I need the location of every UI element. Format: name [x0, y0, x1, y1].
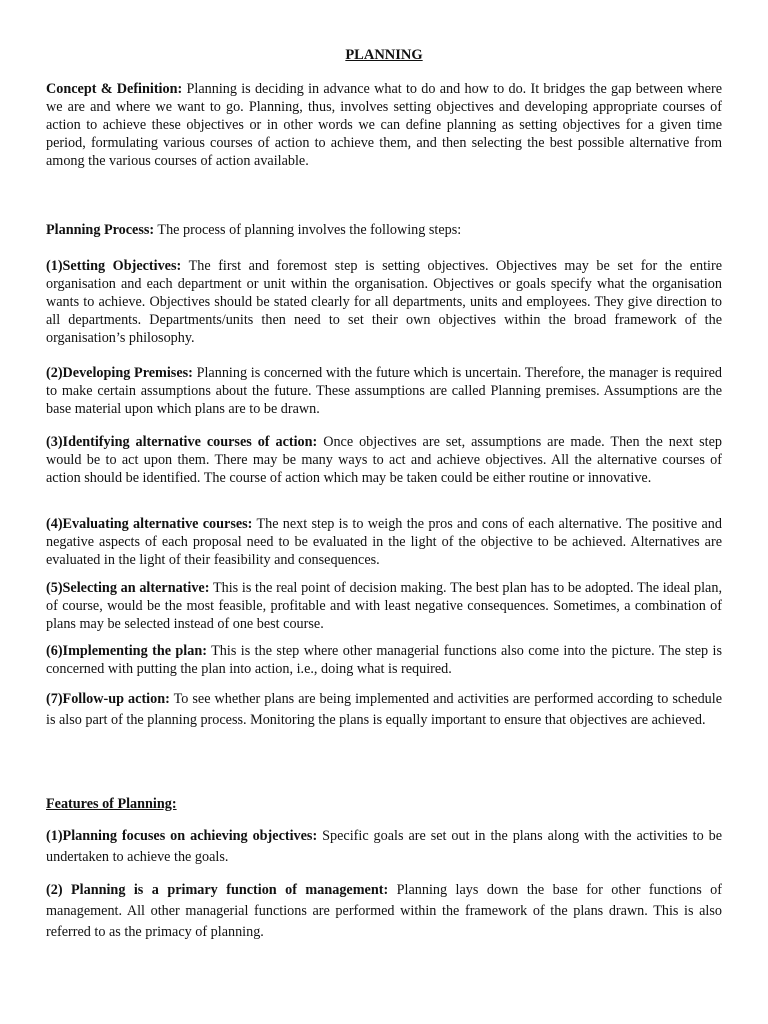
step-2-label: (2)Developing Premises: [46, 365, 193, 381]
step-1-label: (1)Setting Objectives: [46, 258, 182, 274]
step-2-text: Planning is concerned with the future which is uncertain. Therefore, the manager is required to make certain assumptions about the future. These assumptions are called Planning premises. Assumptions are the base material upon which plans are to be drawn. [46, 365, 723, 417]
concept-label: Concept & Definition: [46, 81, 183, 97]
feature-2-label: (2) Planning is a primary function of management: [46, 882, 389, 898]
concept-paragraph [46, 80, 722, 170]
step-1-text: The first and foremost step is setting objectives. Objectives may be set for the entire organisation and each department or unit within the organisation. Objectives or goals specify what the organisation wants to achieve. Objectives should be stated clearly for all departments, units and employees. They give direction to all departments. Departments/units then need to set their own objectives within the broad framework of the organisation’s philosophy. [46, 258, 723, 346]
feature-2-paragraph [46, 880, 722, 943]
step-3-paragraph [46, 433, 722, 487]
step-7-paragraph [46, 689, 722, 731]
step-3-text: Once objectives are set, assumptions are made. Then the next step would be to act upon them. There may be many ways to act and achieve objectives. All the alternative courses of action should be identified. The course of action which may be taken could be either routine or innovative. [46, 434, 723, 486]
process-paragraph [46, 221, 722, 239]
step-7-text: To see whether plans are being implemented and activities are performed according to schedule is also part of the planning process. Monitoring the plans is equally important to ensure that objectives are achieved. [46, 691, 722, 728]
step-6-text: This is the step where other managerial functions also come into the picture. The step is concerned with putting the plan into action, i.e., doing what is required. [46, 643, 722, 677]
process-label: Planning Process: [46, 222, 155, 238]
step-6-label: (6)Implementing the plan: [46, 643, 207, 659]
step-4-text: The next step is to weigh the pros and cons of each alternative. The positive and negative aspects of each proposal need to be evaluated in the light of the objective to be achieved. Alternatives are evaluated in the light of their feasibility and consequences. [46, 516, 722, 568]
page-title: PLANNING [345, 47, 423, 63]
step-4-label: (4)Evaluating alternative courses: [46, 516, 253, 532]
concept-text: Planning is deciding in advance what to do and how to do. It bridges the gap between where we are and where we want to go. Planning, thus, involves setting objectives and developing appropriate courses of action to achieve these objectives or in other words we can define planning as setting objectives for a given time period, formulating various courses of action to achieve them, and then selecting the best possible alternative from among the various courses of action available. [46, 81, 722, 169]
process-text: The process of planning involves the following steps: [157, 222, 462, 238]
feature-2-text: Planning lays down the base for other functions of management. All other managerial functions are performed within the framework of the plans drawn. This is also referred to as the primacy of planning. [46, 882, 722, 940]
feature-1-text: Specific goals are set out in the plans along with the activities to be undertaken to achieve the goals. [46, 828, 723, 865]
feature-1-paragraph [46, 826, 722, 868]
step-4-paragraph [46, 515, 722, 569]
step-5-text: This is the real point of decision making. The best plan has to be adopted. The ideal plan, of course, would be the most feasible, profitable and with least negative consequences. Sometimes, a combination of plans may be selected instead of one best course. [46, 580, 722, 632]
step-7-label: (7)Follow-up action: [46, 691, 170, 707]
step-1-paragraph [46, 257, 722, 347]
feature-1-label: (1)Planning focuses on achieving objectives: [46, 828, 318, 844]
step-3-label: (3)Identifying alternative courses of action: [46, 434, 318, 450]
step-2-paragraph [46, 364, 722, 418]
step-6-paragraph [46, 642, 722, 678]
step-5-paragraph [46, 579, 722, 633]
step-5-label: (5)Selecting an alternative: [46, 580, 210, 596]
features-heading: Features of Planning: [46, 796, 177, 812]
